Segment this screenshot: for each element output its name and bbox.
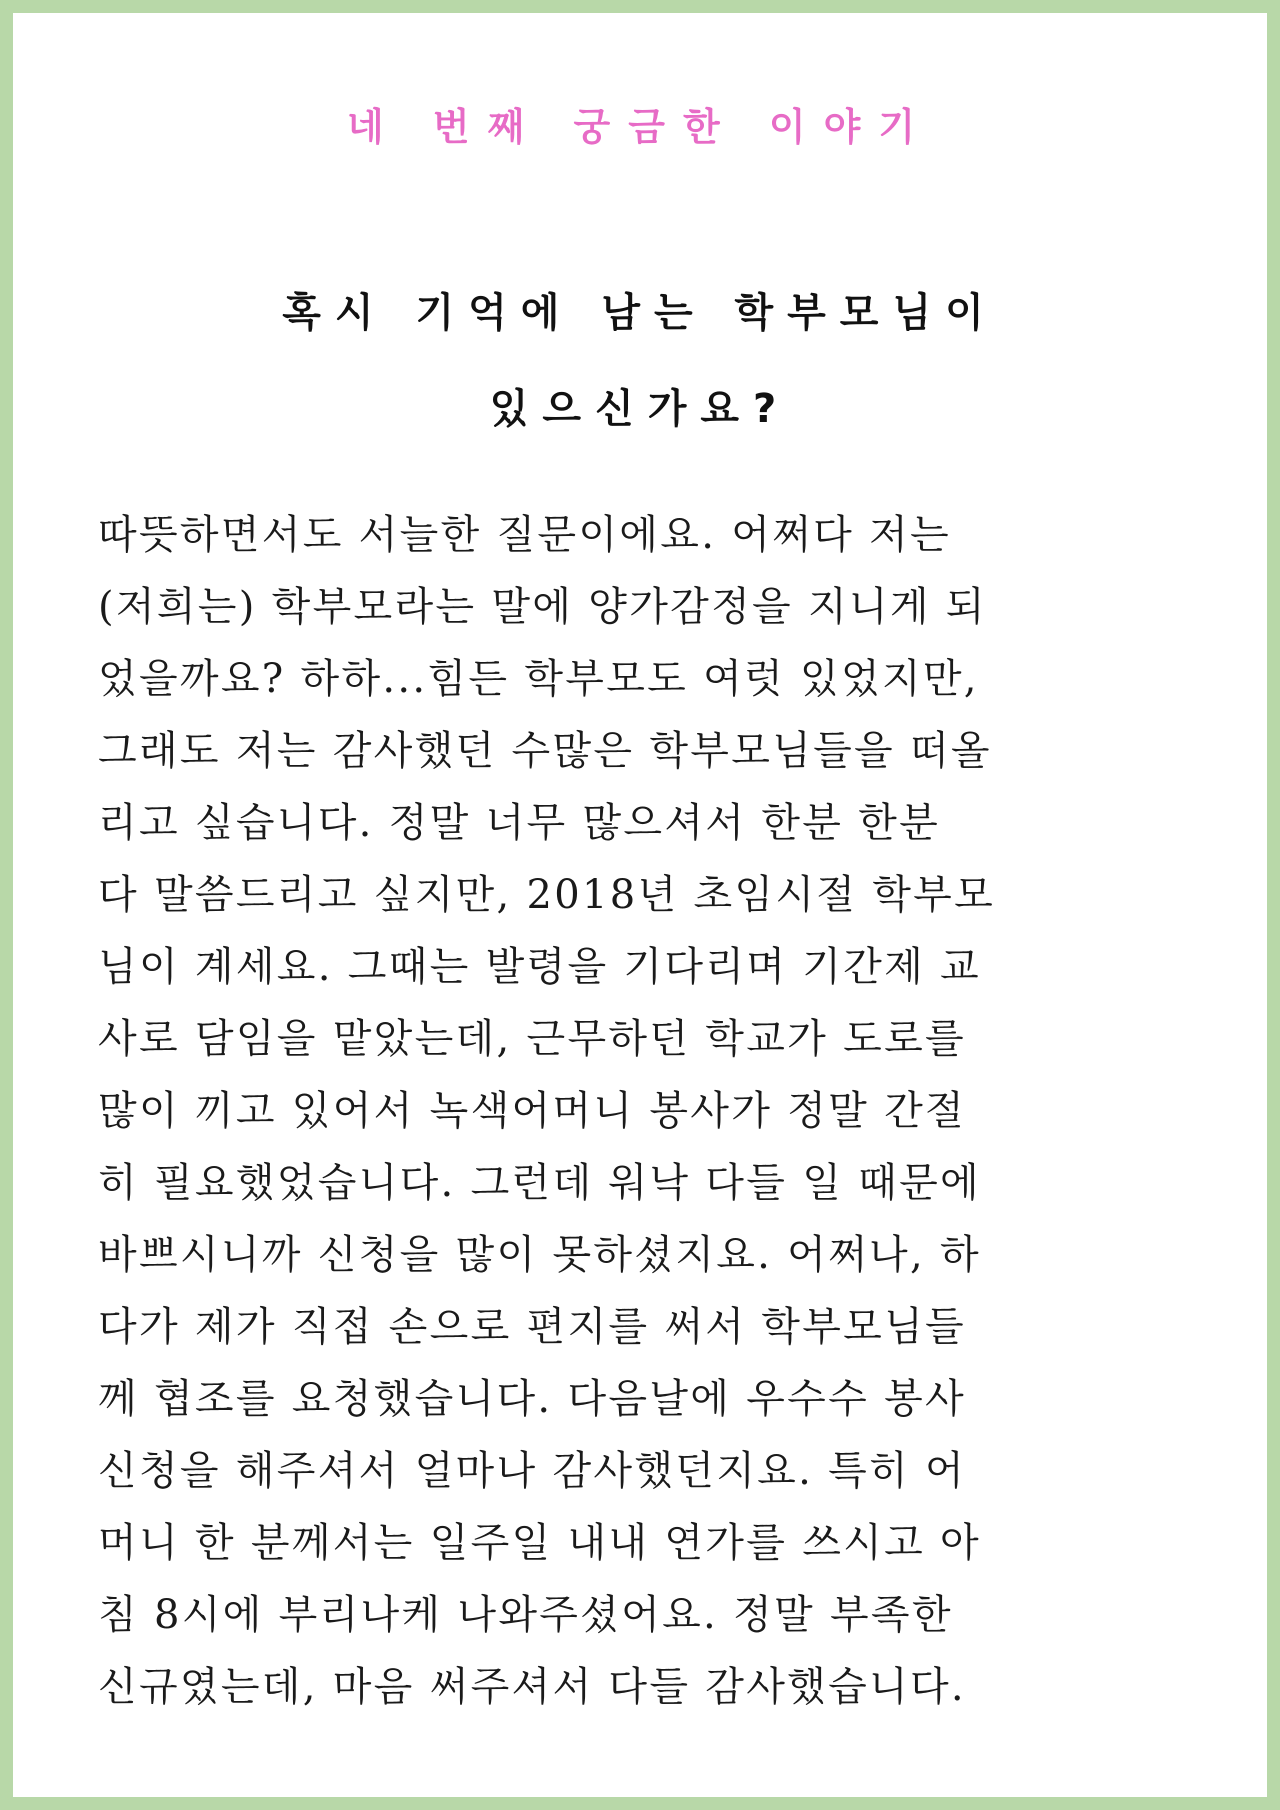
paragraph-line: 님이 계세요. 그때는 발령을 기다리며 기간제 교 (98, 944, 981, 990)
paragraph-line: 다가 제가 직접 손으로 편지를 써서 학부모님들 (98, 1304, 966, 1350)
paragraph-line: 사로 담임을 맡았는데, 근무하던 학교가 도로를 (98, 1016, 966, 1062)
paragraph-line: 바쁘시니까 신청을 많이 못하셨지요. 어쩌나, 하 (98, 1232, 981, 1278)
paragraph-line: 히 필요했었습니다. 그런데 워낙 다들 일 때문에 (98, 1160, 981, 1206)
paragraph-line: 따뜻하면서도 서늘한 질문이에요. 어쩌다 저는 (98, 512, 951, 558)
paragraph-line: 었을까요? 하하...힘든 학부모도 여럿 있었지만, (98, 656, 979, 702)
question-line: 있으신가요? (489, 386, 791, 432)
section-eyebrow: 네 번째 궁금한 이야기 (346, 105, 934, 149)
paragraph-line: 다 말씀드리고 싶지만, 2018년 초임시절 학부모 (98, 872, 996, 918)
question-heading (13, 265, 1267, 457)
paragraph-line: 리고 싶습니다. 정말 너무 많으셔서 한분 한분 (98, 800, 941, 846)
paragraph-line: 머니 한 분께서는 일주일 내내 연가를 쓰시고 아 (98, 1520, 981, 1566)
paragraph-line: 많이 끼고 있어서 녹색어머니 봉사가 정말 간절 (98, 1088, 966, 1134)
paragraph-line: (저희는) 학부모라는 말에 양가감정을 지니게 되 (98, 584, 987, 630)
paragraph-line: 침 8시에 부리나케 나와주셨어요. 정말 부족한 (98, 1592, 953, 1638)
paragraph-line: 그래도 저는 감사했던 수많은 학부모님들을 떠올 (98, 728, 992, 774)
paragraph-line: 께 협조를 요청했습니다. 다음날에 우수수 봉사 (98, 1376, 966, 1422)
paragraph-line: 신청을 해주셔서 얼마나 감사했던지요. 특히 어 (98, 1448, 966, 1494)
question-line: 혹시 기억에 남는 학부모님이 (282, 290, 998, 336)
paragraph-line: 신규였는데, 마음 써주셔서 다들 감사했습니다. (98, 1664, 966, 1710)
answer-paragraph (98, 499, 1198, 1723)
